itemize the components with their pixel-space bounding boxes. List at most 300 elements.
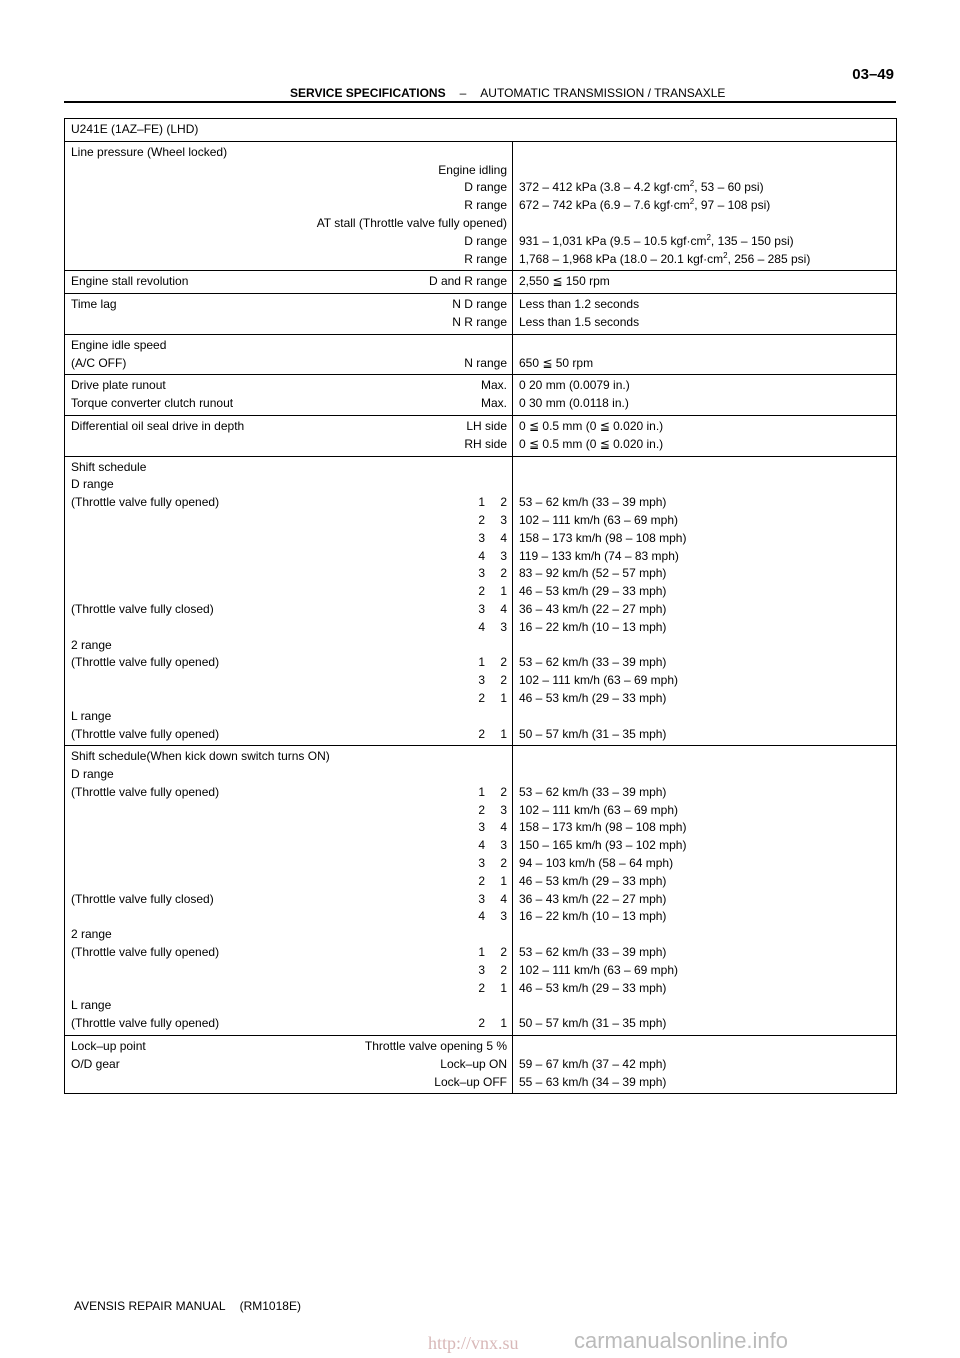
item-label: (Throttle valve fully opened) bbox=[71, 726, 220, 741]
subsection-title: AUTOMATIC TRANSMISSION / TRANSAXLE bbox=[480, 86, 726, 100]
spec-value bbox=[519, 708, 891, 726]
spec-value-cell bbox=[513, 271, 897, 294]
spec-value bbox=[519, 476, 891, 494]
item-line bbox=[71, 672, 507, 690]
item-line bbox=[71, 784, 507, 802]
spec-value bbox=[519, 873, 891, 891]
item-line bbox=[71, 708, 507, 726]
spec-row bbox=[65, 456, 897, 746]
item-label: L range bbox=[71, 708, 112, 723]
item-line bbox=[71, 962, 507, 980]
gear-from: 4 bbox=[478, 619, 485, 634]
url-watermark[interactable]: http://vnx.su bbox=[428, 1333, 519, 1353]
item-label bbox=[71, 314, 452, 332]
page-number: 03–49 bbox=[852, 66, 894, 83]
item-line bbox=[71, 654, 507, 672]
gear-from: 1 bbox=[478, 945, 485, 960]
item-line bbox=[71, 726, 507, 744]
value-text: 94 – 103 km/h (58 – 64 mph) bbox=[519, 856, 674, 871]
item-line bbox=[71, 377, 507, 395]
gear-shift bbox=[463, 565, 507, 583]
item-condition: D range bbox=[464, 180, 507, 195]
table-title: U241E (1AZ–FE) (LHD) bbox=[65, 119, 897, 142]
item-label bbox=[71, 1074, 434, 1092]
gear-to: 4 bbox=[500, 820, 507, 835]
item-label bbox=[71, 962, 463, 980]
header-separator: – bbox=[459, 86, 467, 100]
spec-value bbox=[519, 179, 891, 197]
spec-value bbox=[519, 418, 891, 436]
gear-from: 2 bbox=[478, 980, 485, 995]
item-label: Time lag bbox=[71, 297, 117, 312]
gear-from: 3 bbox=[478, 962, 485, 977]
gear-shift bbox=[463, 726, 507, 744]
spec-row bbox=[65, 415, 897, 456]
value-text: 102 – 111 km/h (63 – 69 mph) bbox=[519, 512, 678, 527]
item-line bbox=[71, 1038, 507, 1056]
gear-to: 3 bbox=[500, 548, 507, 563]
item-line bbox=[71, 873, 507, 891]
item-condition: N range bbox=[464, 355, 507, 370]
item-line bbox=[71, 802, 507, 820]
spec-value bbox=[519, 144, 891, 162]
item-label: 2 range bbox=[71, 927, 112, 942]
value-superscript: 2 bbox=[723, 250, 728, 260]
gear-from: 3 bbox=[478, 530, 485, 545]
spec-item-cell bbox=[65, 271, 513, 294]
spec-value bbox=[519, 748, 891, 766]
spec-value bbox=[519, 819, 891, 837]
gear-from: 2 bbox=[478, 584, 485, 599]
gear-shift bbox=[463, 802, 507, 820]
value-superscript: 2 bbox=[689, 197, 695, 207]
item-line bbox=[71, 944, 507, 962]
spec-value bbox=[519, 908, 891, 926]
value-text: 158 – 173 km/h (98 – 108 mph) bbox=[519, 530, 687, 545]
spec-value bbox=[519, 1015, 891, 1033]
item-label bbox=[71, 512, 463, 530]
item-label: (Throttle valve fully opened) bbox=[71, 945, 220, 960]
gear-to: 4 bbox=[500, 601, 507, 616]
spec-value-cell bbox=[513, 456, 897, 746]
item-line bbox=[71, 179, 507, 197]
manual-name: AVENSIS REPAIR MANUAL bbox=[74, 1299, 226, 1313]
gear-to: 2 bbox=[500, 566, 507, 581]
spec-value bbox=[519, 162, 891, 180]
item-condition: AT stall (Throttle valve fully opened) bbox=[316, 215, 507, 230]
item-condition: R range bbox=[464, 198, 507, 213]
value-text: 158 – 173 km/h (98 – 108 mph) bbox=[519, 820, 687, 835]
spec-value bbox=[519, 637, 891, 655]
item-condition: Throttle valve opening 5 % bbox=[364, 1039, 507, 1054]
gear-from: 3 bbox=[478, 820, 485, 835]
item-line bbox=[71, 233, 507, 251]
value-text-tail: , 256 – 285 psi) bbox=[727, 251, 811, 266]
gear-to: 1 bbox=[500, 584, 507, 599]
spec-value bbox=[519, 766, 891, 784]
spec-value bbox=[519, 337, 891, 355]
spec-value bbox=[519, 619, 891, 637]
value-text-tail: , 53 – 60 psi) bbox=[694, 180, 764, 195]
gear-to: 3 bbox=[500, 802, 507, 817]
spec-value-cell bbox=[513, 375, 897, 416]
item-label: Torque converter clutch runout bbox=[71, 396, 234, 411]
item-line bbox=[71, 436, 507, 454]
gear-to: 1 bbox=[500, 873, 507, 888]
item-condition: Engine idling bbox=[438, 162, 507, 177]
spec-value bbox=[519, 980, 891, 998]
spec-row bbox=[65, 746, 897, 1036]
item-line bbox=[71, 215, 507, 233]
item-line bbox=[71, 690, 507, 708]
gear-to: 2 bbox=[500, 856, 507, 871]
item-label bbox=[71, 837, 463, 855]
item-line bbox=[71, 1056, 507, 1074]
spec-row bbox=[65, 271, 897, 294]
gear-shift bbox=[463, 855, 507, 873]
spec-value bbox=[519, 891, 891, 909]
value-text: 0 ≦ 0.5 mm (0 ≦ 0.020 in.) bbox=[519, 436, 664, 451]
value-text: 53 – 62 km/h (33 – 39 mph) bbox=[519, 495, 667, 510]
value-text: 59 – 67 km/h (37 – 42 mph) bbox=[519, 1056, 667, 1071]
gear-shift bbox=[463, 962, 507, 980]
spec-value bbox=[519, 530, 891, 548]
item-condition: LH side bbox=[466, 418, 507, 433]
gear-from: 3 bbox=[478, 566, 485, 581]
item-line bbox=[71, 494, 507, 512]
gear-to: 2 bbox=[500, 962, 507, 977]
item-condition: Max. bbox=[480, 378, 507, 393]
item-label bbox=[71, 690, 463, 708]
value-text: 83 – 92 km/h (52 – 57 mph) bbox=[519, 566, 667, 581]
item-line bbox=[71, 273, 507, 291]
running-header bbox=[290, 86, 725, 100]
gear-to: 2 bbox=[500, 655, 507, 670]
item-line bbox=[71, 601, 507, 619]
gear-shift bbox=[463, 891, 507, 909]
spec-value bbox=[519, 233, 891, 251]
item-label: Line pressure (Wheel locked) bbox=[71, 144, 228, 159]
spec-value bbox=[519, 548, 891, 566]
item-label bbox=[71, 530, 463, 548]
item-line bbox=[71, 748, 507, 766]
page-footer bbox=[74, 1299, 301, 1313]
gear-shift bbox=[463, 548, 507, 566]
value-text: 150 – 165 km/h (93 – 102 mph) bbox=[519, 838, 687, 853]
spec-value bbox=[519, 197, 891, 215]
gear-shift bbox=[463, 837, 507, 855]
gear-shift bbox=[463, 601, 507, 619]
spec-row bbox=[65, 141, 897, 271]
gear-to: 2 bbox=[500, 784, 507, 799]
spec-item-cell bbox=[65, 141, 513, 271]
gear-to: 1 bbox=[500, 1016, 507, 1031]
value-text: 119 – 133 km/h (74 – 83 mph) bbox=[519, 548, 679, 563]
item-label: (Throttle valve fully opened) bbox=[71, 784, 220, 799]
item-line bbox=[71, 530, 507, 548]
item-line bbox=[71, 619, 507, 637]
spec-value bbox=[519, 926, 891, 944]
value-text: 55 – 63 km/h (34 – 39 mph) bbox=[519, 1074, 667, 1089]
value-text: 50 – 57 km/h (31 – 35 mph) bbox=[519, 1016, 667, 1031]
header-rule bbox=[64, 101, 896, 103]
section-title: SERVICE SPECIFICATIONS bbox=[290, 86, 446, 100]
item-condition: D range bbox=[464, 233, 507, 248]
value-text: 0 30 mm (0.0118 in.) bbox=[519, 396, 629, 411]
spec-item-cell bbox=[65, 1036, 513, 1094]
gear-shift bbox=[463, 819, 507, 837]
item-label: O/D gear bbox=[71, 1056, 120, 1071]
spec-value bbox=[519, 395, 891, 413]
item-line bbox=[71, 837, 507, 855]
gear-from: 4 bbox=[478, 548, 485, 563]
item-line bbox=[71, 980, 507, 998]
spec-value bbox=[519, 962, 891, 980]
spec-item-cell bbox=[65, 746, 513, 1036]
item-line bbox=[71, 766, 507, 784]
item-label bbox=[71, 855, 463, 873]
item-label bbox=[71, 215, 317, 233]
gear-to: 3 bbox=[500, 619, 507, 634]
spec-row bbox=[65, 334, 897, 375]
spec-value bbox=[519, 273, 891, 291]
item-label bbox=[71, 251, 464, 269]
spec-value bbox=[519, 654, 891, 672]
item-label: Engine idle speed bbox=[71, 337, 167, 352]
gear-to: 3 bbox=[500, 512, 507, 527]
spec-value bbox=[519, 802, 891, 820]
item-label bbox=[71, 197, 464, 215]
gear-to: 1 bbox=[500, 980, 507, 995]
value-text: 931 – 1,031 kPa (9.5 – 10.5 kgf·cm bbox=[519, 233, 707, 248]
item-label: D range bbox=[71, 477, 114, 492]
item-line bbox=[71, 583, 507, 601]
item-label bbox=[71, 619, 463, 637]
item-line bbox=[71, 162, 507, 180]
item-line bbox=[71, 144, 507, 162]
value-text: 0 ≦ 0.5 mm (0 ≦ 0.020 in.) bbox=[519, 418, 664, 433]
item-condition: Max. bbox=[480, 396, 507, 411]
gear-from: 3 bbox=[478, 856, 485, 871]
spec-item-cell bbox=[65, 456, 513, 746]
value-text: 1,768 – 1,968 kPa (18.0 – 20.1 kgf·cm bbox=[519, 251, 724, 266]
gear-shift bbox=[463, 908, 507, 926]
value-text: 36 – 43 km/h (22 – 27 mph) bbox=[519, 891, 667, 906]
item-label: (A/C OFF) bbox=[71, 355, 127, 370]
item-label: Engine stall revolution bbox=[71, 274, 189, 289]
gear-to: 3 bbox=[500, 909, 507, 924]
item-label bbox=[71, 162, 438, 180]
item-condition: R range bbox=[464, 251, 507, 266]
gear-shift bbox=[463, 873, 507, 891]
item-condition: Lock–up OFF bbox=[434, 1074, 507, 1089]
spec-value bbox=[519, 436, 891, 454]
item-line bbox=[71, 459, 507, 477]
item-condition: N D range bbox=[452, 297, 507, 312]
item-label bbox=[71, 565, 463, 583]
spec-value bbox=[519, 251, 891, 269]
value-text: 46 – 53 km/h (29 – 33 mph) bbox=[519, 690, 667, 705]
spec-value bbox=[519, 565, 891, 583]
gear-to: 4 bbox=[500, 891, 507, 906]
item-line bbox=[71, 251, 507, 269]
value-text: 372 – 412 kPa (3.8 – 4.2 kgf·cm bbox=[519, 180, 690, 195]
gear-shift bbox=[463, 654, 507, 672]
spec-row bbox=[65, 375, 897, 416]
spec-value bbox=[519, 494, 891, 512]
manual-code: (RM1018E) bbox=[239, 1299, 301, 1313]
gear-to: 1 bbox=[500, 690, 507, 705]
gear-shift bbox=[463, 494, 507, 512]
value-text-tail: , 97 – 108 psi) bbox=[694, 198, 771, 213]
gear-from: 2 bbox=[478, 873, 485, 888]
value-text: 16 – 22 km/h (10 – 13 mph) bbox=[519, 619, 667, 634]
value-text: 46 – 53 km/h (29 – 33 mph) bbox=[519, 980, 667, 995]
spec-value bbox=[519, 855, 891, 873]
spec-value-cell bbox=[513, 294, 897, 335]
item-label: 2 range bbox=[71, 637, 112, 652]
item-line bbox=[71, 418, 507, 436]
gear-from: 2 bbox=[478, 1016, 485, 1031]
value-text: 102 – 111 km/h (63 – 69 mph) bbox=[519, 962, 678, 977]
item-line bbox=[71, 395, 507, 413]
item-label bbox=[71, 802, 463, 820]
spec-value bbox=[519, 314, 891, 332]
gear-shift bbox=[463, 944, 507, 962]
item-label bbox=[71, 233, 464, 251]
item-label: (Throttle valve fully closed) bbox=[71, 601, 214, 616]
gear-shift bbox=[463, 784, 507, 802]
spec-value bbox=[519, 459, 891, 477]
gear-from: 4 bbox=[478, 909, 485, 924]
item-label: Drive plate runout bbox=[71, 378, 166, 393]
value-text: Less than 1.2 seconds bbox=[519, 297, 640, 312]
value-text: 53 – 62 km/h (33 – 39 mph) bbox=[519, 655, 667, 670]
gear-from: 3 bbox=[478, 673, 485, 688]
value-text: 50 – 57 km/h (31 – 35 mph) bbox=[519, 726, 667, 741]
gear-from: 2 bbox=[478, 802, 485, 817]
value-text: 16 – 22 km/h (10 – 13 mph) bbox=[519, 909, 667, 924]
spec-value bbox=[519, 690, 891, 708]
gear-to: 2 bbox=[500, 673, 507, 688]
spec-item-cell bbox=[65, 415, 513, 456]
item-line bbox=[71, 908, 507, 926]
gear-to: 3 bbox=[500, 838, 507, 853]
item-label: (Throttle valve fully closed) bbox=[71, 891, 214, 906]
item-label bbox=[71, 583, 463, 601]
spec-value bbox=[519, 944, 891, 962]
spec-value bbox=[519, 784, 891, 802]
gear-to: 1 bbox=[500, 726, 507, 741]
item-line bbox=[71, 337, 507, 355]
value-text: 46 – 53 km/h (29 – 33 mph) bbox=[519, 584, 667, 599]
value-superscript: 2 bbox=[706, 232, 711, 242]
spec-value bbox=[519, 1038, 891, 1056]
item-label: Lock–up point bbox=[71, 1039, 146, 1054]
item-line bbox=[71, 926, 507, 944]
spec-row bbox=[65, 294, 897, 335]
spec-value bbox=[519, 583, 891, 601]
site-watermark[interactable]: carmanualsonline.info bbox=[574, 1328, 789, 1353]
item-condition: RH side bbox=[464, 436, 507, 451]
spec-value bbox=[519, 355, 891, 373]
value-text: 650 ≦ 50 rpm bbox=[519, 355, 594, 370]
item-label: D range bbox=[71, 767, 114, 782]
item-line bbox=[71, 565, 507, 583]
gear-shift bbox=[463, 619, 507, 637]
gear-to: 2 bbox=[500, 945, 507, 960]
item-line bbox=[71, 819, 507, 837]
spec-value bbox=[519, 296, 891, 314]
spec-value-cell bbox=[513, 415, 897, 456]
gear-shift bbox=[463, 512, 507, 530]
spec-value bbox=[519, 1074, 891, 1092]
value-text: 102 – 111 km/h (63 – 69 mph) bbox=[519, 802, 678, 817]
item-line bbox=[71, 476, 507, 494]
spec-value-cell bbox=[513, 1036, 897, 1094]
item-line bbox=[71, 512, 507, 530]
spec-value bbox=[519, 1056, 891, 1074]
item-label: L range bbox=[71, 998, 112, 1013]
gear-from: 3 bbox=[478, 891, 485, 906]
gear-from: 2 bbox=[478, 726, 485, 741]
spec-value bbox=[519, 997, 891, 1015]
item-label: (Throttle valve fully opened) bbox=[71, 655, 220, 670]
value-text: 0 20 mm (0.0079 in.) bbox=[519, 378, 630, 393]
item-line bbox=[71, 314, 507, 332]
specification-table bbox=[64, 118, 897, 1094]
item-condition: D and R range bbox=[428, 274, 507, 289]
item-label bbox=[71, 908, 463, 926]
gear-from: 4 bbox=[478, 838, 485, 853]
item-condition: N R range bbox=[452, 314, 507, 329]
gear-from: 1 bbox=[478, 495, 485, 510]
value-text: 672 – 742 kPa (6.9 – 7.6 kgf·cm bbox=[519, 198, 690, 213]
spec-value-cell bbox=[513, 746, 897, 1036]
spec-item-cell bbox=[65, 334, 513, 375]
gear-shift bbox=[463, 690, 507, 708]
value-text: 102 – 111 km/h (63 – 69 mph) bbox=[519, 673, 678, 688]
item-label: (Throttle valve fully opened) bbox=[71, 495, 220, 510]
spec-value bbox=[519, 377, 891, 395]
value-text: 46 – 53 km/h (29 – 33 mph) bbox=[519, 873, 667, 888]
value-superscript: 2 bbox=[689, 179, 695, 189]
item-line bbox=[71, 548, 507, 566]
gear-from: 2 bbox=[478, 690, 485, 705]
item-line bbox=[71, 197, 507, 215]
spec-value bbox=[519, 672, 891, 690]
value-text: 53 – 62 km/h (33 – 39 mph) bbox=[519, 945, 667, 960]
value-text-tail: , 135 – 150 psi) bbox=[710, 233, 794, 248]
value-text: 53 – 62 km/h (33 – 39 mph) bbox=[519, 784, 667, 799]
spec-value bbox=[519, 726, 891, 744]
gear-shift bbox=[463, 1015, 507, 1033]
spec-value bbox=[519, 837, 891, 855]
item-line bbox=[71, 355, 507, 373]
gear-shift bbox=[463, 583, 507, 601]
gear-from: 1 bbox=[478, 655, 485, 670]
gear-to: 4 bbox=[500, 530, 507, 545]
item-line bbox=[71, 637, 507, 655]
value-text: Less than 1.5 seconds bbox=[519, 314, 640, 329]
item-label: Shift schedule(When kick down switch turns ON) bbox=[71, 749, 330, 764]
spec-value bbox=[519, 601, 891, 619]
item-label bbox=[71, 672, 463, 690]
table-title-row bbox=[65, 119, 897, 142]
spec-row bbox=[65, 1036, 897, 1094]
item-line bbox=[71, 855, 507, 873]
gear-shift bbox=[463, 672, 507, 690]
